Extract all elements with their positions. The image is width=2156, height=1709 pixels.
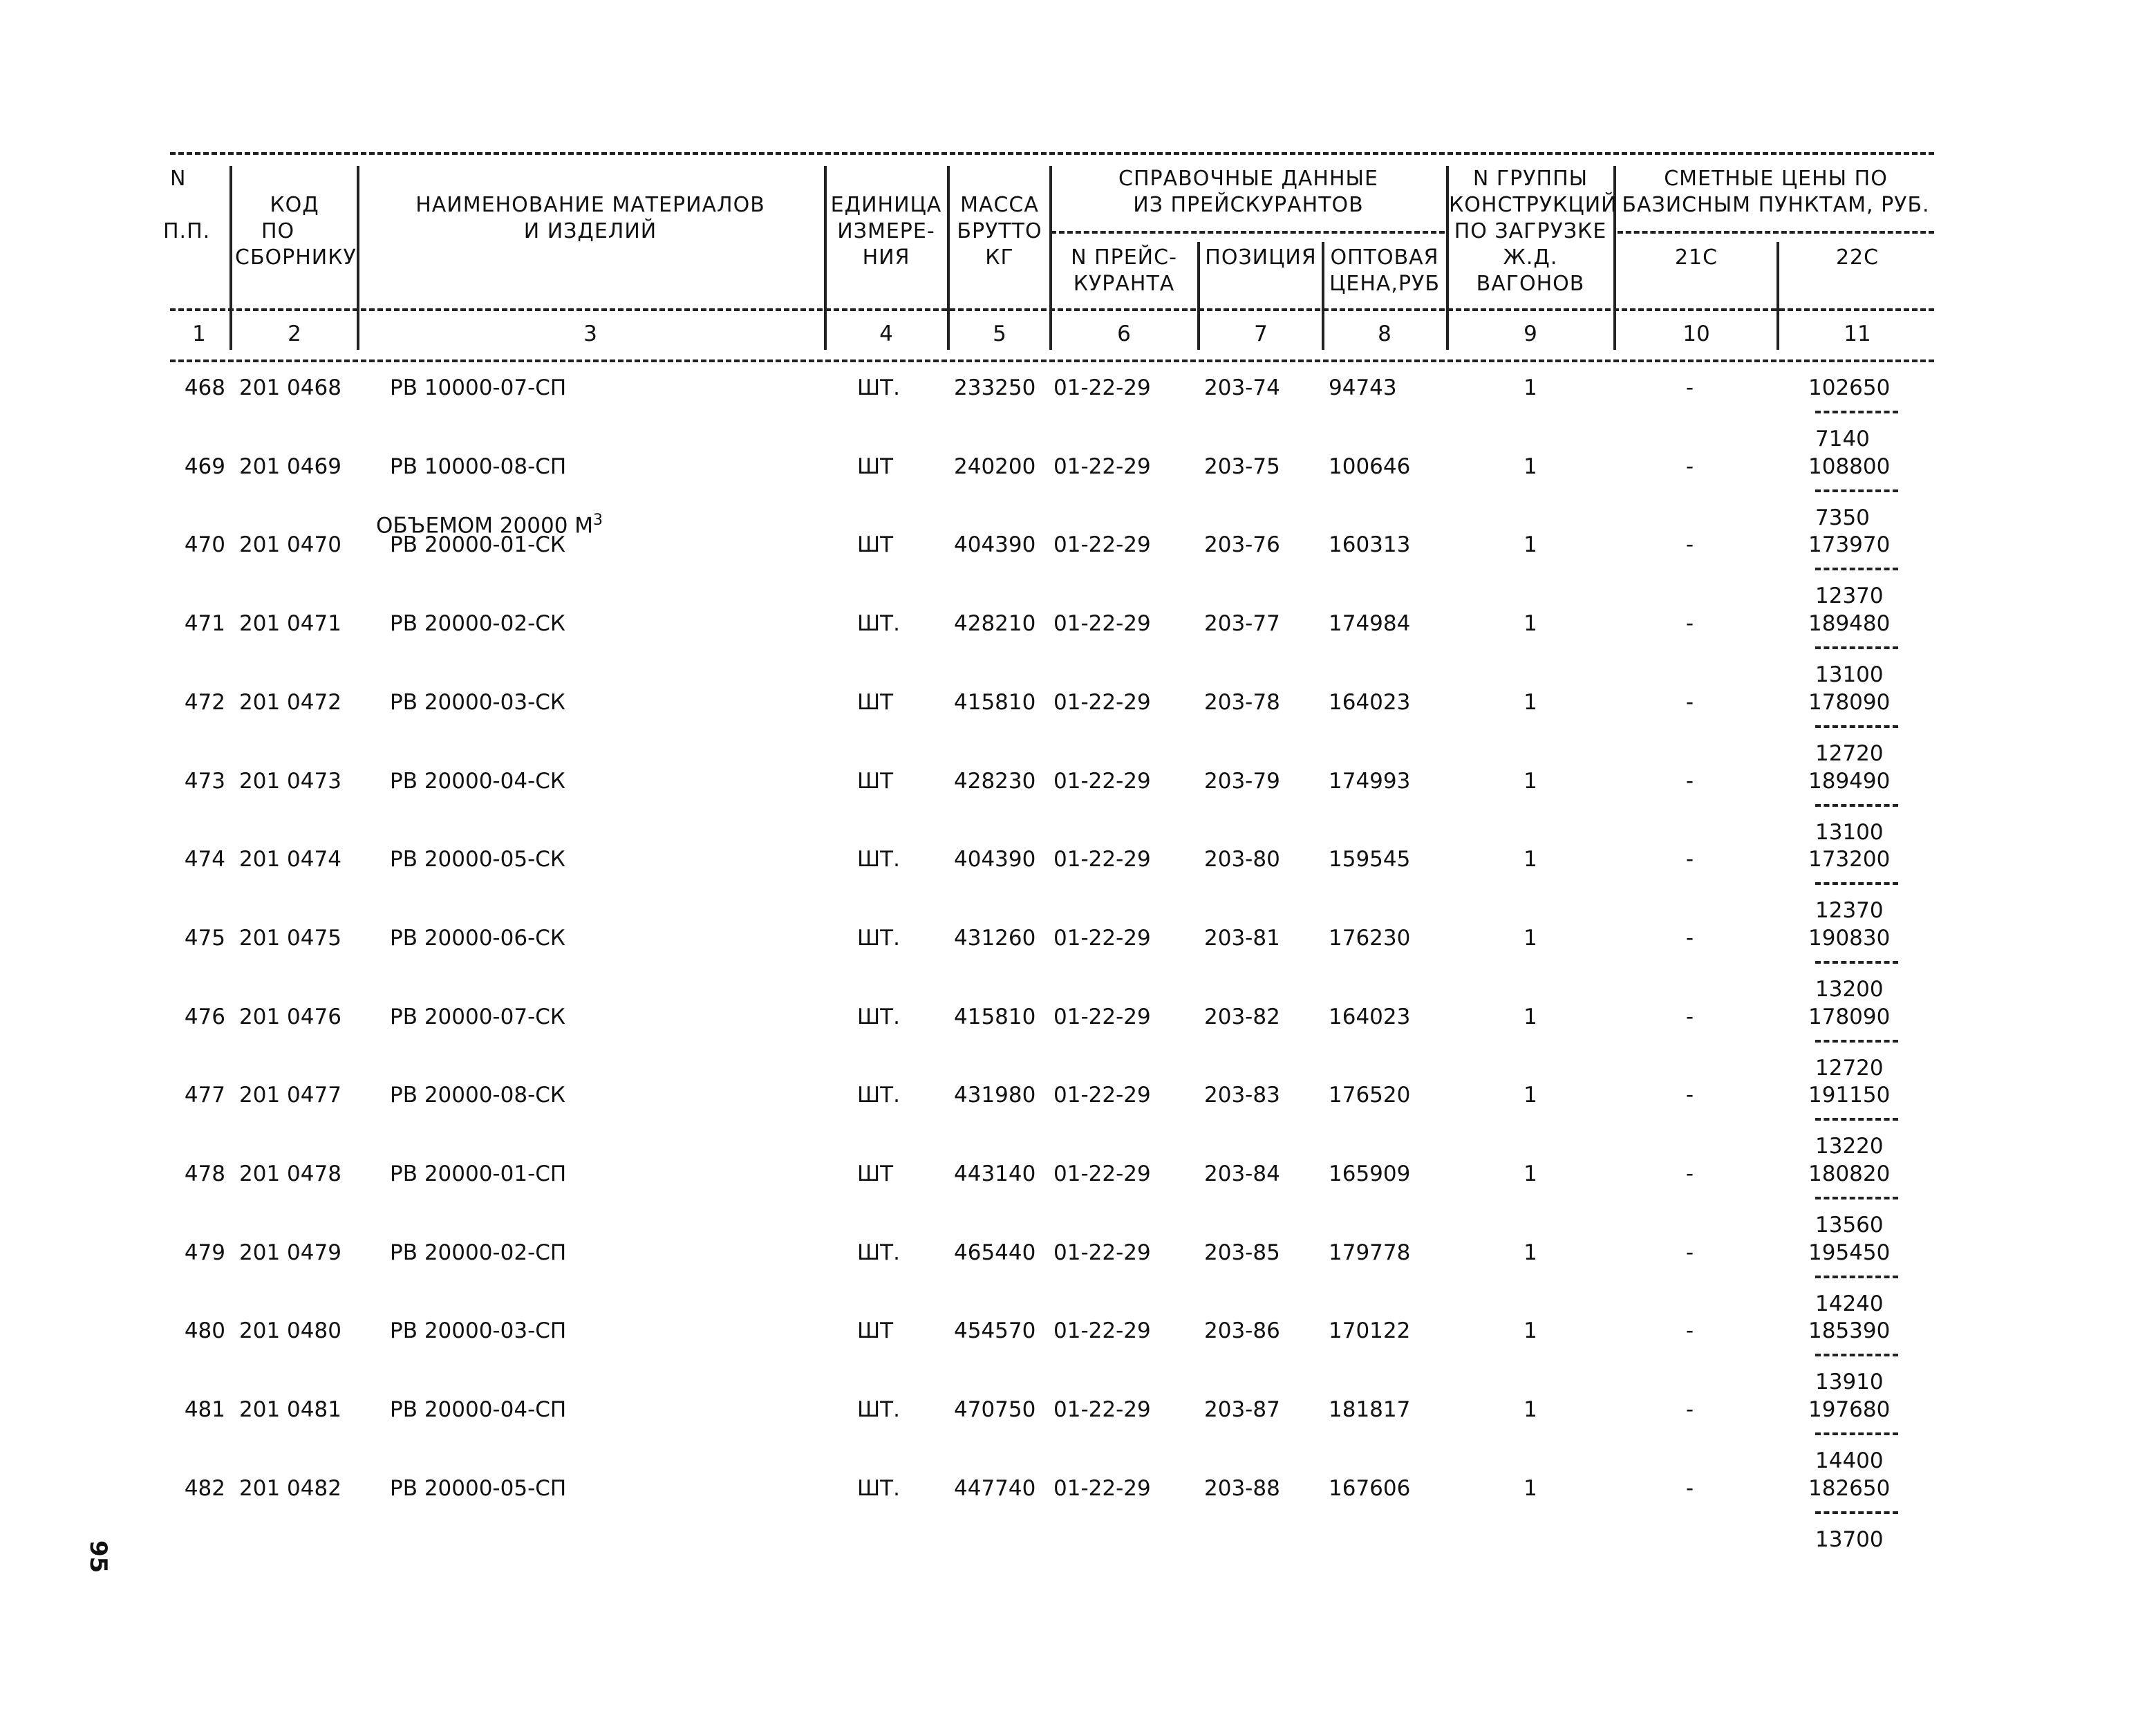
cell-price-21c: - xyxy=(1685,1397,1694,1422)
cell-price-22c-below: 7140 xyxy=(1815,427,1870,451)
cell-unit: ШТ. xyxy=(857,926,900,951)
cell-position: 203-84 xyxy=(1204,1161,1280,1186)
hdr-col2-line3: СБОРНИКУ xyxy=(235,245,357,270)
cell-n: 471 xyxy=(184,611,225,636)
hdr-col2-line2: ПО xyxy=(261,219,295,243)
cell-name: РВ 20000-07-СК xyxy=(390,1005,565,1029)
cell-price-22c-below: 12720 xyxy=(1815,1056,1884,1081)
cell-group: 1 xyxy=(1524,1397,1537,1422)
cell-mass: 431260 xyxy=(954,926,1036,951)
cell-price-22c-below: 13560 xyxy=(1815,1213,1884,1238)
cell-price-21c: - xyxy=(1685,375,1694,400)
cell-n: 479 xyxy=(184,1240,225,1265)
cell-pricelist: 01-22-29 xyxy=(1053,532,1151,557)
colnum-6: 6 xyxy=(1117,321,1131,346)
sep-10-11 xyxy=(1777,242,1779,350)
cell-name: РВ 20000-05-СП xyxy=(390,1476,567,1501)
cell-code: 201 0478 xyxy=(239,1161,341,1186)
price-22c-separator xyxy=(1815,1197,1898,1199)
cell-code: 201 0481 xyxy=(239,1397,341,1422)
price-22c-separator xyxy=(1815,411,1898,413)
cell-price-22c-below: 13910 xyxy=(1815,1370,1884,1394)
cell-price: 170122 xyxy=(1329,1318,1411,1343)
price-22c-separator xyxy=(1815,568,1898,570)
cell-pricelist: 01-22-29 xyxy=(1053,1240,1151,1265)
cell-price-21c: - xyxy=(1685,926,1694,951)
cell-price: 164023 xyxy=(1329,1005,1411,1029)
cell-group: 1 xyxy=(1524,454,1537,479)
cell-price: 165909 xyxy=(1329,1161,1411,1186)
cell-n: 476 xyxy=(184,1005,225,1029)
cell-code: 201 0474 xyxy=(239,847,341,872)
cell-price-22c-below: 14240 xyxy=(1815,1291,1884,1316)
cell-price-21c: - xyxy=(1685,847,1694,872)
cell-name: РВ 20000-06-СК xyxy=(390,926,565,951)
hdr-col5-line2: БРУТТО xyxy=(957,219,1042,243)
cell-group: 1 xyxy=(1524,1083,1537,1108)
cell-price-22c-below: 13100 xyxy=(1815,662,1884,687)
hdr-col10: 21С xyxy=(1674,245,1718,270)
cell-unit: ШТ. xyxy=(857,1083,900,1108)
cell-unit: ШТ xyxy=(857,1318,894,1343)
sep-6-7 xyxy=(1197,242,1200,350)
cell-n: 472 xyxy=(184,690,225,715)
hdr-ref-group-line2: ИЗ ПРЕЙСКУРАНТОВ xyxy=(1133,193,1364,217)
cell-group: 1 xyxy=(1524,1161,1537,1186)
cell-pricelist: 01-22-29 xyxy=(1053,611,1151,636)
cell-n: 482 xyxy=(184,1476,225,1501)
cell-unit: ШТ xyxy=(857,454,894,479)
cell-position: 203-79 xyxy=(1204,769,1280,794)
cell-price: 179778 xyxy=(1329,1240,1411,1265)
colnum-11: 11 xyxy=(1844,321,1871,346)
price-22c-separator xyxy=(1815,646,1898,649)
hdr-col1-line1: N xyxy=(170,167,187,191)
cell-pricelist: 01-22-29 xyxy=(1053,926,1151,951)
cell-n: 475 xyxy=(184,926,225,951)
cell-pricelist: 01-22-29 xyxy=(1053,769,1151,794)
cell-price: 174993 xyxy=(1329,769,1411,794)
hdr-col1-line2: П.П. xyxy=(163,219,211,243)
cell-n: 468 xyxy=(184,375,225,400)
cell-mass: 447740 xyxy=(954,1476,1036,1501)
cell-mass: 415810 xyxy=(954,1005,1036,1029)
hdr-col6-line1: N ПРЕЙС- xyxy=(1071,245,1177,270)
cell-price-22c-below: 12370 xyxy=(1815,583,1884,608)
cell-unit: ШТ xyxy=(857,1161,894,1186)
cell-mass: 428230 xyxy=(954,769,1036,794)
cell-price-22c: 108800 xyxy=(1808,454,1891,479)
cell-name: РВ 20000-04-СП xyxy=(390,1397,567,1422)
price-22c-separator xyxy=(1815,1511,1898,1514)
cell-price: 167606 xyxy=(1329,1476,1411,1501)
cell-pricelist: 01-22-29 xyxy=(1053,1161,1151,1186)
cell-price-21c: - xyxy=(1685,611,1694,636)
cell-unit: ШТ xyxy=(857,769,894,794)
cell-name: РВ 20000-01-СП xyxy=(390,1161,567,1186)
cell-position: 203-75 xyxy=(1204,454,1280,479)
cell-price-22c-below: 7350 xyxy=(1815,505,1870,530)
colnum-1: 1 xyxy=(192,321,206,346)
hdr-col6-line2: КУРАНТА xyxy=(1073,272,1175,296)
cell-name: РВ 20000-08-СК xyxy=(390,1083,565,1108)
cell-price-21c: - xyxy=(1685,1083,1694,1108)
price-22c-separator xyxy=(1815,882,1898,885)
cell-mass: 240200 xyxy=(954,454,1036,479)
cell-name: РВ 10000-07-СП xyxy=(390,375,567,400)
cell-price-22c-below: 14400 xyxy=(1815,1448,1884,1473)
hdr-col9-line2: КОНСТРУКЦИЙ xyxy=(1449,193,1618,217)
cell-mass: 443140 xyxy=(954,1161,1036,1186)
colnum-2: 2 xyxy=(288,321,301,346)
colnum-10: 10 xyxy=(1682,321,1710,346)
cell-pricelist: 01-22-29 xyxy=(1053,690,1151,715)
cell-code: 201 0476 xyxy=(239,1005,341,1029)
cell-price: 159545 xyxy=(1329,847,1411,872)
sep-4-5 xyxy=(947,166,950,350)
cell-price-21c: - xyxy=(1685,1161,1694,1186)
cell-price-21c: - xyxy=(1685,1476,1694,1501)
cell-pricelist: 01-22-29 xyxy=(1053,1005,1151,1029)
cell-price-22c-below: 13200 xyxy=(1815,977,1884,1002)
cell-position: 203-80 xyxy=(1204,847,1280,872)
cell-price-22c: 190830 xyxy=(1808,926,1891,951)
cell-code: 201 0480 xyxy=(239,1318,341,1343)
cell-position: 203-76 xyxy=(1204,532,1280,557)
cell-pricelist: 01-22-29 xyxy=(1053,1318,1151,1343)
cell-code: 201 0477 xyxy=(239,1083,341,1108)
cell-position: 203-74 xyxy=(1204,375,1280,400)
colnum-5: 5 xyxy=(993,321,1006,346)
cell-position: 203-86 xyxy=(1204,1318,1280,1343)
cell-n: 477 xyxy=(184,1083,225,1108)
hdr-col11: 22С xyxy=(1835,245,1880,270)
cell-name: РВ 20000-05-СК xyxy=(390,847,565,872)
cell-code: 201 0479 xyxy=(239,1240,341,1265)
cell-price-22c: 191150 xyxy=(1808,1083,1891,1108)
cell-price: 100646 xyxy=(1329,454,1411,479)
hdr-col4-line3: НИЯ xyxy=(862,245,910,270)
cell-price-22c-below: 13700 xyxy=(1815,1527,1884,1552)
cell-position: 203-87 xyxy=(1204,1397,1280,1422)
column-numbers-rule xyxy=(170,359,1934,362)
cell-group: 1 xyxy=(1524,611,1537,636)
hdr-col3-line2: И ИЗДЕЛИЙ xyxy=(523,219,657,243)
cell-price-22c: 173200 xyxy=(1808,847,1891,872)
price-22c-separator xyxy=(1815,1040,1898,1043)
price-22c-separator xyxy=(1815,1276,1898,1278)
cell-pricelist: 01-22-29 xyxy=(1053,847,1151,872)
cell-mass: 233250 xyxy=(954,375,1036,400)
colnum-7: 7 xyxy=(1254,321,1268,346)
hdr-col7-line1: ПОЗИЦИЯ xyxy=(1205,245,1317,270)
table-top-rule xyxy=(170,152,1934,155)
cell-n: 478 xyxy=(184,1161,225,1186)
hdr-ref-group-line1: СПРАВОЧНЫЕ ДАННЫЕ xyxy=(1118,167,1378,191)
cell-price: 181817 xyxy=(1329,1397,1411,1422)
cell-group: 1 xyxy=(1524,1476,1537,1501)
hdr-price-group-line2: БАЗИСНЫМ ПУНКТАМ, РУБ. xyxy=(1622,193,1930,217)
colnum-9: 9 xyxy=(1524,321,1537,346)
cell-price-22c-below: 13100 xyxy=(1815,820,1884,845)
cell-group: 1 xyxy=(1524,375,1537,400)
cell-mass: 404390 xyxy=(954,532,1036,557)
ref-group-rule xyxy=(1051,231,1445,234)
cell-position: 203-83 xyxy=(1204,1083,1280,1108)
colnum-4: 4 xyxy=(879,321,893,346)
hdr-col8-line2: ЦЕНА,РУБ xyxy=(1329,272,1440,296)
cell-price-22c: 189490 xyxy=(1808,769,1891,794)
cell-code: 201 0472 xyxy=(239,690,341,715)
hdr-col9-line1: N ГРУППЫ xyxy=(1472,167,1588,191)
cell-n: 481 xyxy=(184,1397,225,1422)
hdr-col3-line1: НАИМЕНОВАНИЕ МАТЕРИАЛОВ xyxy=(415,193,765,217)
cell-price-22c: 178090 xyxy=(1808,1005,1891,1029)
cell-price-22c-below: 12720 xyxy=(1815,741,1884,766)
cell-unit: ШТ. xyxy=(857,611,900,636)
cell-mass: 454570 xyxy=(954,1318,1036,1343)
hdr-col9-line3: ПО ЗАГРУЗКЕ xyxy=(1454,219,1607,243)
cell-price-21c: - xyxy=(1685,1240,1694,1265)
cell-mass: 431980 xyxy=(954,1083,1036,1108)
cell-name: РВ 20000-04-СК xyxy=(390,769,565,794)
cell-unit: ШТ xyxy=(857,532,894,557)
cell-price-22c: 173970 xyxy=(1808,532,1891,557)
cell-group: 1 xyxy=(1524,532,1537,557)
hdr-price-group-line1: СМЕТНЫЕ ЦЕНЫ ПО xyxy=(1664,167,1888,191)
cell-n: 469 xyxy=(184,454,225,479)
cell-price-22c: 185390 xyxy=(1808,1318,1891,1343)
cell-price-21c: - xyxy=(1685,1005,1694,1029)
cell-pricelist: 01-22-29 xyxy=(1053,1397,1151,1422)
cell-code: 201 0473 xyxy=(239,769,341,794)
cell-unit: ШТ. xyxy=(857,1240,900,1265)
cell-name: РВ 20000-03-СК xyxy=(390,690,565,715)
cell-unit: ШТ. xyxy=(857,1476,900,1501)
cell-position: 203-77 xyxy=(1204,611,1280,636)
cell-position: 203-85 xyxy=(1204,1240,1280,1265)
cell-price-22c-below: 12370 xyxy=(1815,898,1884,923)
cell-code: 201 0482 xyxy=(239,1476,341,1501)
cell-unit: ШТ. xyxy=(857,375,900,400)
cell-n: 474 xyxy=(184,847,225,872)
cell-price-21c: - xyxy=(1685,769,1694,794)
colnum-3: 3 xyxy=(583,321,597,346)
cell-price: 160313 xyxy=(1329,532,1411,557)
cell-n: 480 xyxy=(184,1318,225,1343)
cell-position: 203-78 xyxy=(1204,690,1280,715)
cell-price-21c: - xyxy=(1685,1318,1694,1343)
cell-price-22c: 102650 xyxy=(1808,375,1891,400)
hdr-col9-line5: ВАГОНОВ xyxy=(1476,272,1585,296)
cell-group: 1 xyxy=(1524,690,1537,715)
cell-name: РВ 20000-02-СП xyxy=(390,1240,567,1265)
price-22c-separator xyxy=(1815,804,1898,807)
cell-code: 201 0471 xyxy=(239,611,341,636)
cell-name: РВ 20000-02-СК xyxy=(390,611,565,636)
cell-price-22c-below: 13220 xyxy=(1815,1134,1884,1159)
hdr-col9-line4: Ж.Д. xyxy=(1503,245,1558,270)
cell-position: 203-88 xyxy=(1204,1476,1280,1501)
cell-group: 1 xyxy=(1524,926,1537,951)
price-22c-separator xyxy=(1815,1118,1898,1121)
cell-mass: 404390 xyxy=(954,847,1036,872)
sep-1-2 xyxy=(229,166,232,350)
cell-pricelist: 01-22-29 xyxy=(1053,454,1151,479)
cell-code: 201 0469 xyxy=(239,454,341,479)
cell-price-22c: 195450 xyxy=(1808,1240,1891,1265)
cell-name: РВ 20000-03-СП xyxy=(390,1318,567,1343)
cell-group: 1 xyxy=(1524,1005,1537,1029)
cell-n: 473 xyxy=(184,769,225,794)
cell-price: 164023 xyxy=(1329,690,1411,715)
cell-price: 176520 xyxy=(1329,1083,1411,1108)
cell-code: 201 0475 xyxy=(239,926,341,951)
cell-unit: ШТ. xyxy=(857,1005,900,1029)
cell-price: 94743 xyxy=(1329,375,1397,400)
price-22c-separator xyxy=(1815,961,1898,964)
cell-pricelist: 01-22-29 xyxy=(1053,1083,1151,1108)
cell-group: 1 xyxy=(1524,1240,1537,1265)
cell-n: 470 xyxy=(184,532,225,557)
cell-unit: ШТ. xyxy=(857,847,900,872)
cell-price-21c: - xyxy=(1685,690,1694,715)
cell-price-22c: 182650 xyxy=(1808,1476,1891,1501)
hdr-col5-line3: КГ xyxy=(985,245,1014,270)
header-bottom-rule xyxy=(170,308,1934,311)
cell-code: 201 0468 xyxy=(239,375,341,400)
price-22c-separator xyxy=(1815,1432,1898,1435)
cell-price-21c: - xyxy=(1685,532,1694,557)
volume-subheading-text: ОБЪЕМОМ 20000 М xyxy=(376,513,594,539)
sep-3-4 xyxy=(824,166,827,350)
hdr-col5-line1: МАССА xyxy=(960,193,1039,217)
price-22c-separator xyxy=(1815,489,1898,492)
cell-position: 203-81 xyxy=(1204,926,1280,951)
price-22c-separator xyxy=(1815,725,1898,728)
cell-mass: 465440 xyxy=(954,1240,1036,1265)
cell-group: 1 xyxy=(1524,847,1537,872)
hdr-col8-line1: ОПТОВАЯ xyxy=(1330,245,1439,270)
cell-position: 203-82 xyxy=(1204,1005,1280,1029)
hdr-col4-line2: ИЗМЕРЕ- xyxy=(837,219,935,243)
cell-name: РВ 10000-08-СП xyxy=(390,454,567,479)
cell-mass: 470750 xyxy=(954,1397,1036,1422)
cell-price-22c: 189480 xyxy=(1808,611,1891,636)
cell-mass: 415810 xyxy=(954,690,1036,715)
cell-price: 176230 xyxy=(1329,926,1411,951)
price-22c-separator xyxy=(1815,1354,1898,1356)
page-number: 95 xyxy=(84,1540,112,1573)
cell-price-22c: 197680 xyxy=(1808,1397,1891,1422)
hdr-col2-line1: КОД xyxy=(270,193,319,217)
cell-unit: ШТ xyxy=(857,690,894,715)
cell-unit: ШТ. xyxy=(857,1397,900,1422)
cell-code: 201 0470 xyxy=(239,532,341,557)
cell-price: 174984 xyxy=(1329,611,1411,636)
cell-price-22c: 180820 xyxy=(1808,1161,1891,1186)
cell-group: 1 xyxy=(1524,769,1537,794)
colnum-8: 8 xyxy=(1378,321,1391,346)
cell-price-21c: - xyxy=(1685,454,1694,479)
cell-group: 1 xyxy=(1524,1318,1537,1343)
hdr-col4-line1: ЕДИНИЦА xyxy=(830,193,942,217)
cell-mass: 428210 xyxy=(954,611,1036,636)
cell-price-22c: 178090 xyxy=(1808,690,1891,715)
cell-name: РВ 20000-01-СК xyxy=(390,532,565,557)
cell-pricelist: 01-22-29 xyxy=(1053,375,1151,400)
volume-subheading-sup: 3 xyxy=(593,512,603,529)
cell-pricelist: 01-22-29 xyxy=(1053,1476,1151,1501)
price-group-rule xyxy=(1618,231,1934,234)
